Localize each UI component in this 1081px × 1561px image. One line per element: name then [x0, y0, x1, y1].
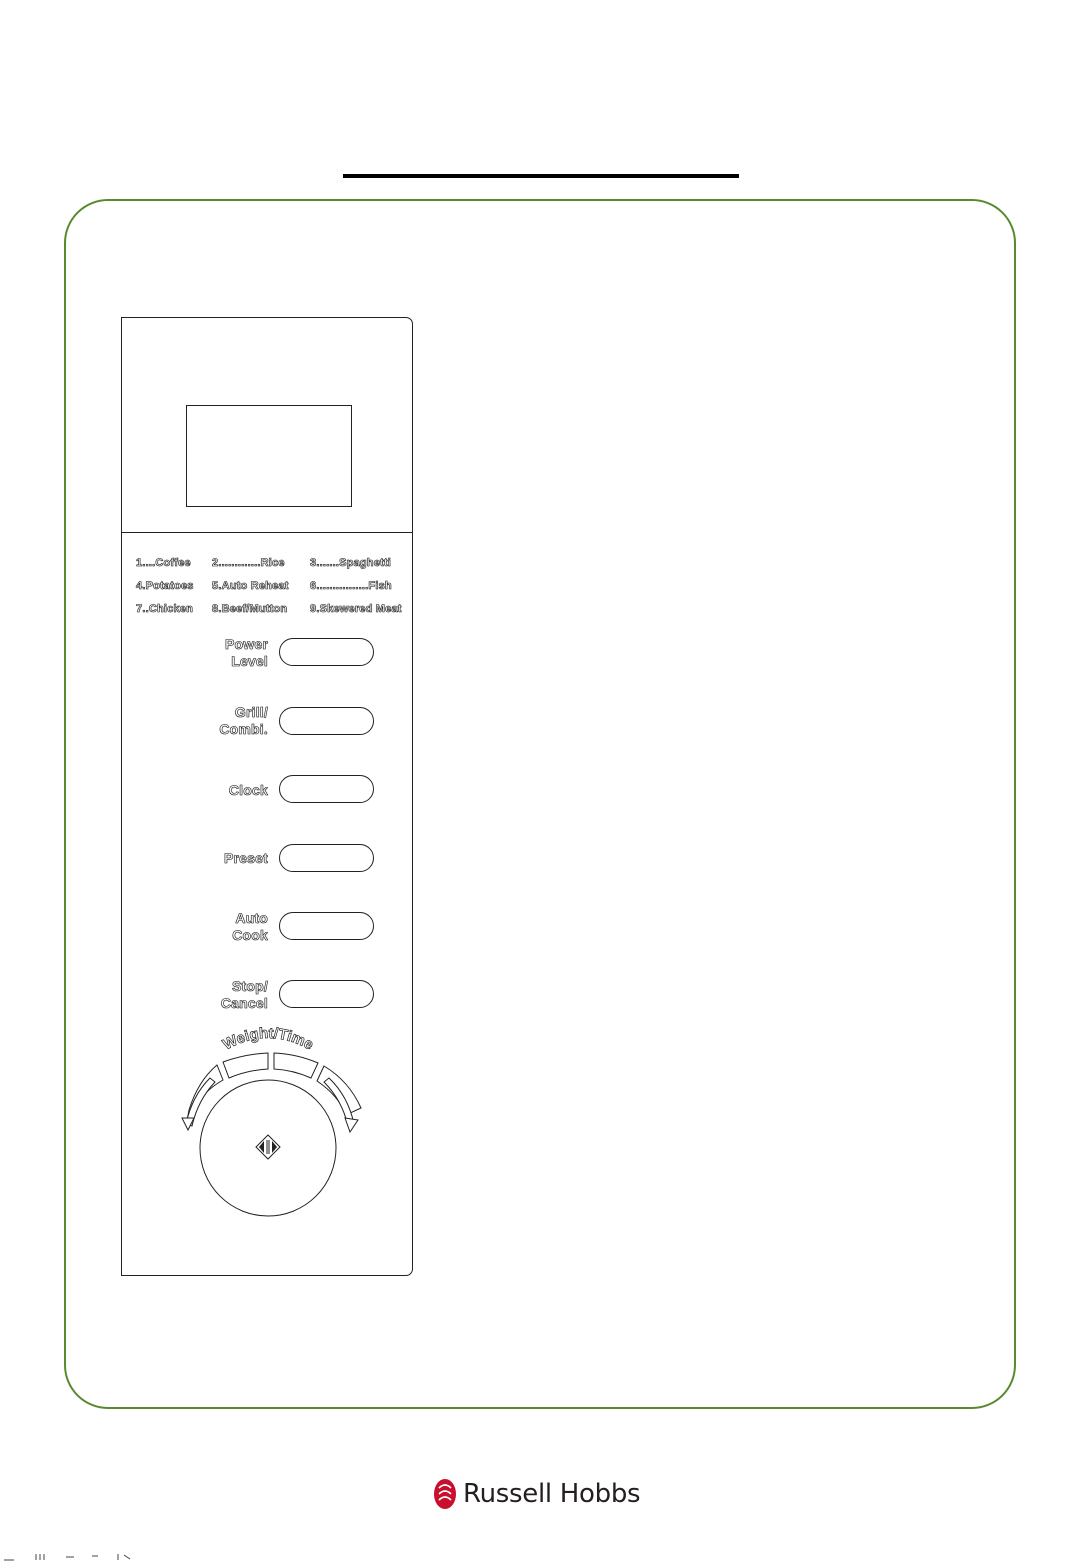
- label-line: Cancel: [220, 995, 268, 1011]
- label-line: Power: [224, 636, 268, 652]
- dial-label: [220, 1025, 316, 1054]
- label-line: Clock: [228, 782, 268, 798]
- dial-scale-segment: [223, 1053, 268, 1078]
- menu-item: 7..Chicken: [136, 603, 194, 615]
- label-line: Combi.: [219, 721, 268, 737]
- menu-item: 8.Beef/Mutton: [212, 603, 288, 615]
- menu-item: 3.......Spaghetti: [310, 557, 392, 569]
- weight-time-dial-graphic: [122, 318, 412, 1275]
- menu-item: 9.Skewered Meat: [310, 603, 402, 615]
- menu-item: 1....Coffee: [136, 557, 191, 569]
- brand-emblem-icon: [433, 1478, 457, 1510]
- footer-marks: [0, 1552, 160, 1561]
- menu-item: 6................Fish: [310, 580, 392, 592]
- dial-scale-segment: [274, 1053, 318, 1078]
- dial-label-text: Weight/Time: [220, 1024, 317, 1054]
- label-line: Preset: [223, 850, 268, 866]
- menu-item: 5.Auto Reheat: [212, 580, 289, 592]
- brand-name: Russell Hobbs: [463, 1479, 641, 1509]
- right-arrow-head-icon: [345, 1118, 358, 1132]
- label-line: Cook: [232, 927, 268, 943]
- label-line: Level: [231, 653, 268, 669]
- menu-item: 4.Potatoes: [136, 580, 194, 592]
- title-rule: [343, 174, 739, 178]
- label-line: Auto: [235, 910, 268, 926]
- control-panel: [121, 317, 413, 1276]
- brand-logo: [433, 1474, 640, 1514]
- menu-item: 2.............Rice: [212, 557, 285, 569]
- label-line: Grill/: [234, 704, 268, 720]
- label-line: Stop/: [232, 978, 268, 994]
